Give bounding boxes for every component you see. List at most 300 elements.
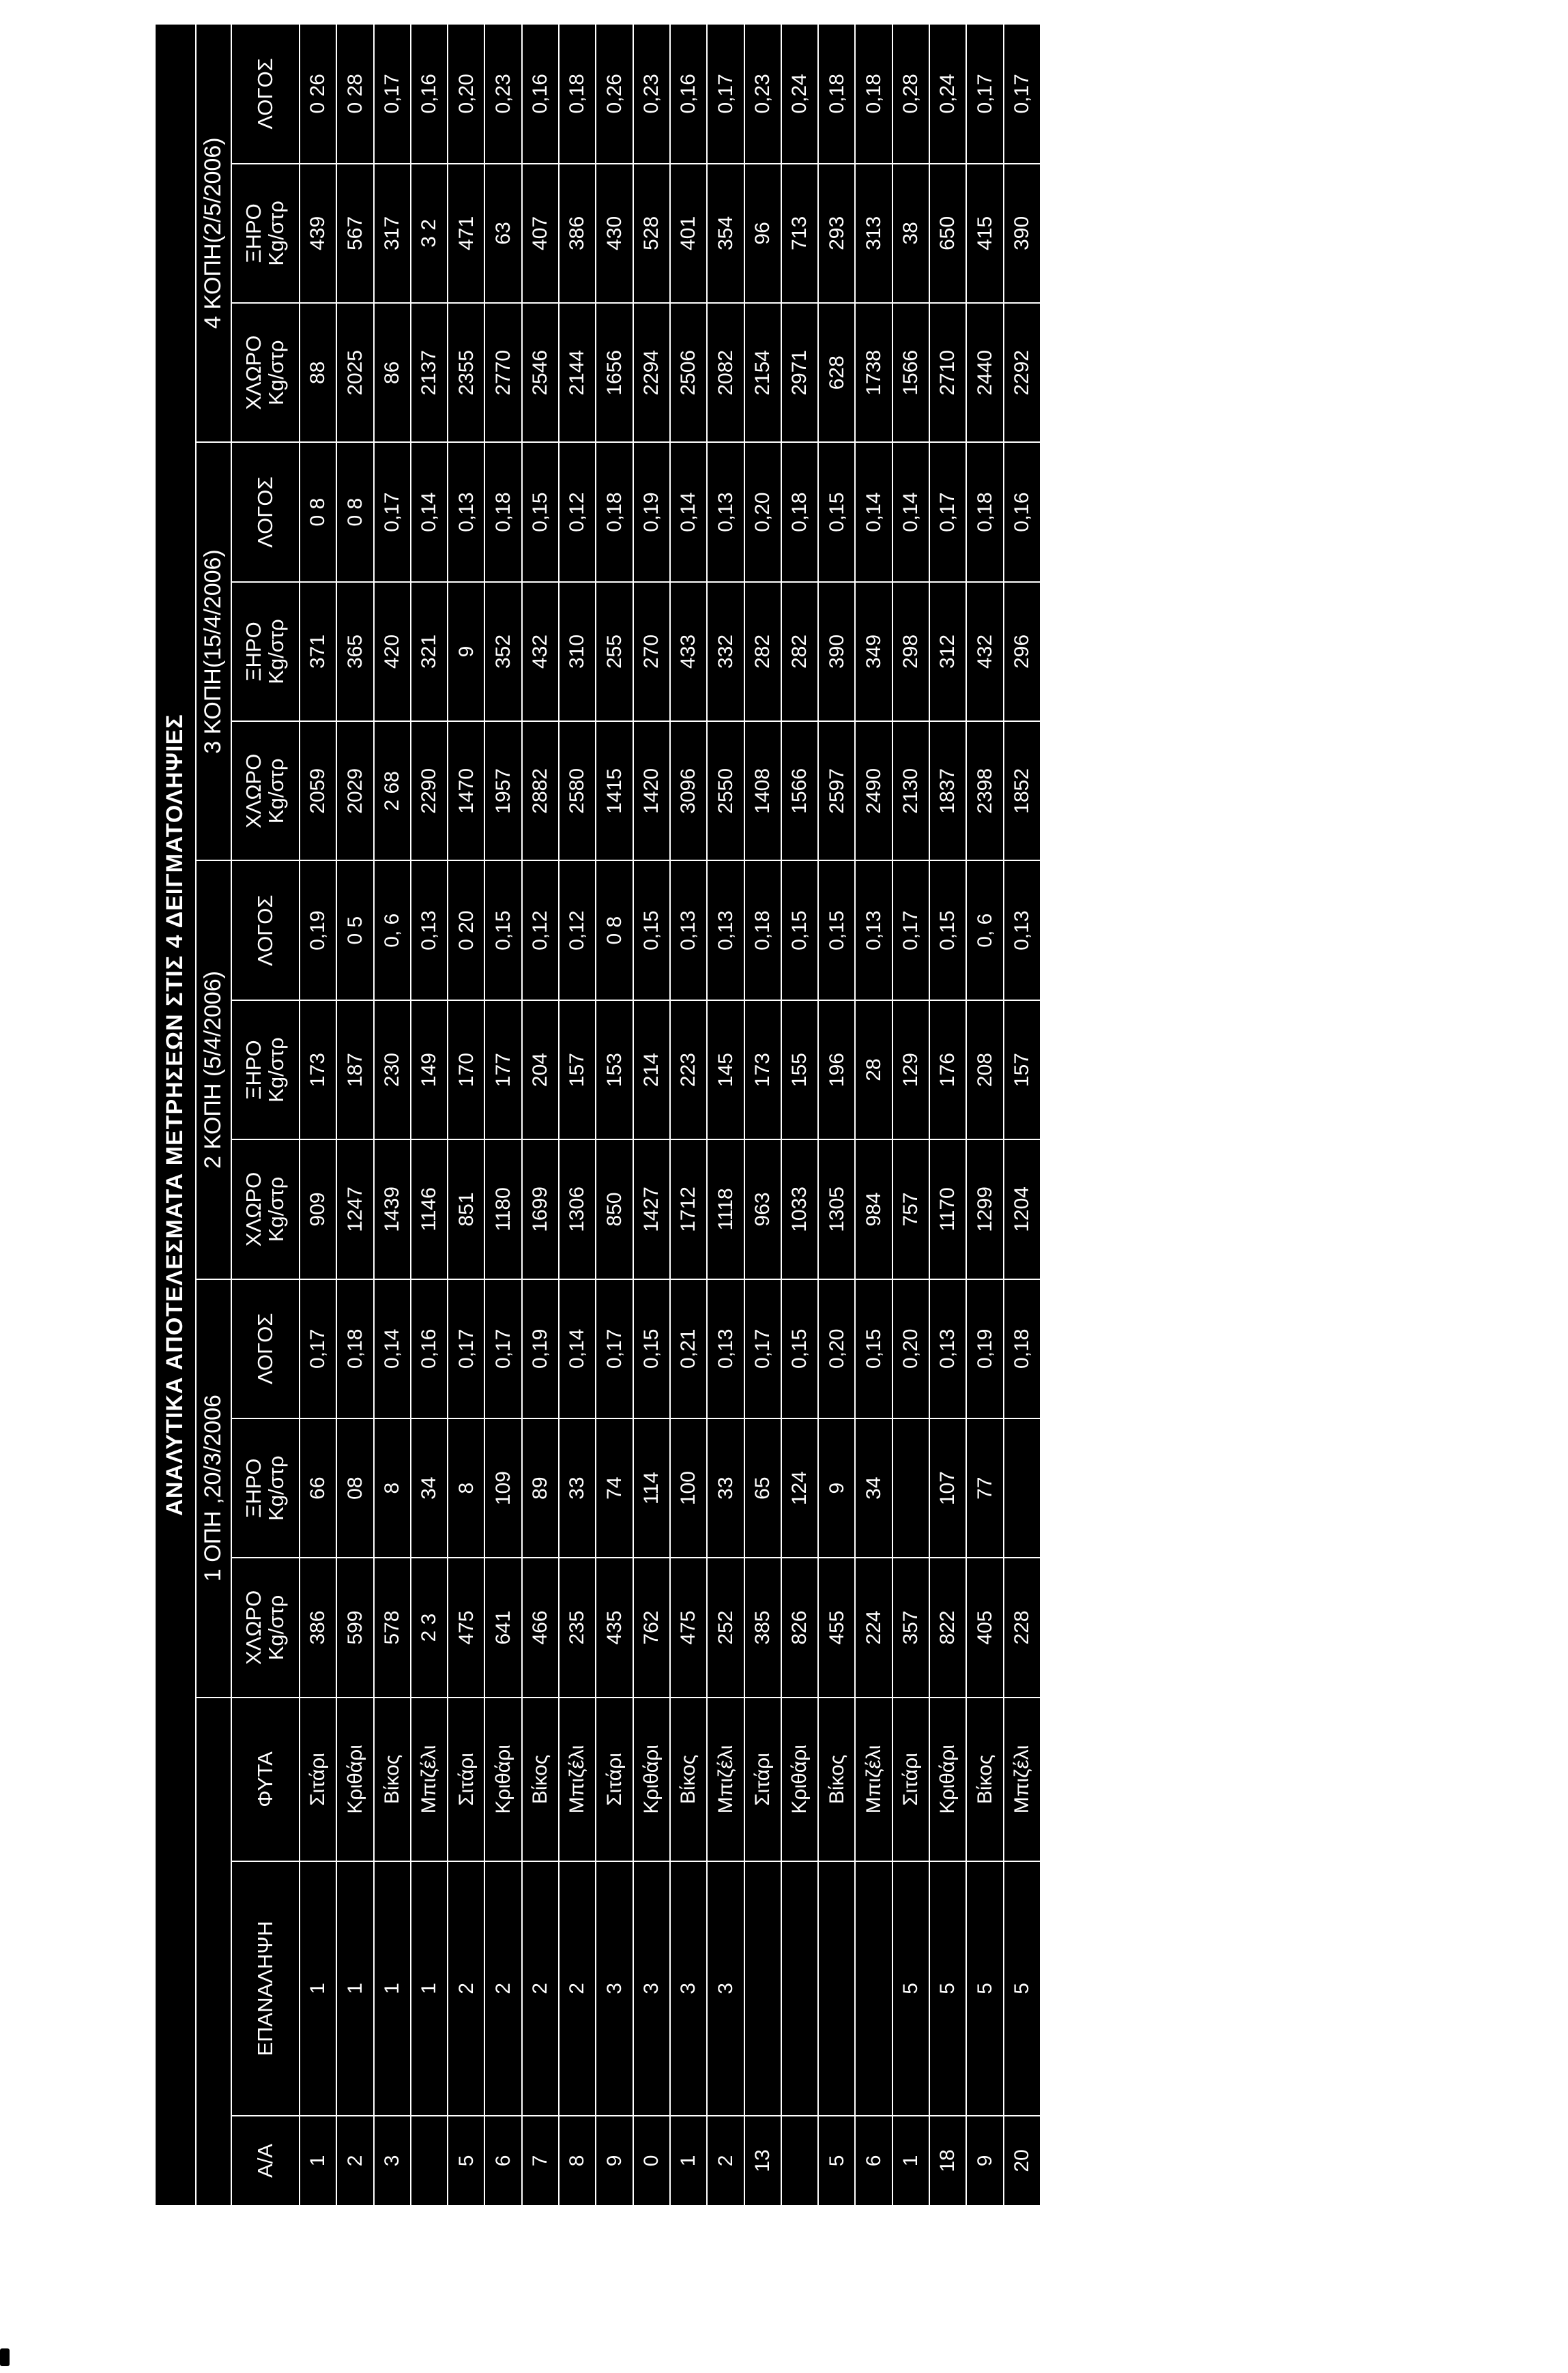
header-ratio-label: ΛΟΓΟΣ bbox=[252, 894, 277, 966]
table-cell: 3096 bbox=[670, 721, 707, 860]
table-cell: 2144 bbox=[559, 303, 596, 442]
header-green-unit: Kg/στρ bbox=[264, 1176, 288, 1242]
table-cell: 298 bbox=[892, 582, 929, 721]
table-cell: 0,15 bbox=[522, 442, 559, 581]
table-cell: Κριθάρι bbox=[484, 1698, 521, 1861]
table-cell: 390 bbox=[818, 582, 855, 721]
header-rep: ΕΠΑΝΑΛΗΨΗ bbox=[231, 1861, 300, 2116]
table-cell: 107 bbox=[929, 1418, 966, 1558]
table-cell bbox=[744, 1861, 781, 2116]
table-cell: 34 bbox=[855, 1418, 892, 1558]
table-cell: 1 bbox=[670, 2116, 707, 2206]
table-cell: 33 bbox=[707, 1418, 744, 1558]
table-cell: 2 bbox=[336, 2116, 373, 2206]
table-cell: Σιτάρι bbox=[596, 1698, 633, 1861]
table-cell: 0 bbox=[633, 2116, 670, 2206]
table-cell: 2 bbox=[707, 2116, 744, 2206]
table-title: ΑΝΑΛΥΤΙΚΑ ΑΠΟΤΕΛΕΣΜΑΤΑ ΜΕΤΡΗΣΕΩΝ ΣΤΙΣ 4 ΔΕΙΓΜΑΤΟΛΗΨΙΕΣ bbox=[155, 24, 196, 2206]
table-cell: 0,18 bbox=[966, 442, 1003, 581]
table-row bbox=[855, 24, 892, 2206]
table-cell: 0,13 bbox=[1004, 861, 1041, 1000]
table-cell: 0,15 bbox=[484, 861, 521, 1000]
table-cell: 282 bbox=[744, 582, 781, 721]
table-cell: Βίκος bbox=[374, 1698, 411, 1861]
table-cell: 1837 bbox=[929, 721, 966, 860]
table-cell: 352 bbox=[484, 582, 521, 721]
page-mark bbox=[0, 2348, 10, 2366]
table-cell: 0,20 bbox=[448, 24, 484, 164]
table-cell: 3 bbox=[707, 1861, 744, 2116]
table-cell: 6 bbox=[484, 2116, 521, 2206]
table-cell: 2550 bbox=[707, 721, 744, 860]
table-cell bbox=[855, 1861, 892, 2116]
table-cell: 0, 6 bbox=[966, 861, 1003, 1000]
table-cell: 270 bbox=[633, 582, 670, 721]
table-cell: Κριθάρι bbox=[336, 1698, 373, 1861]
table-cell: Σιτάρι bbox=[448, 1698, 484, 1861]
table-cell: 0,16 bbox=[411, 24, 448, 164]
table-cell: 0,17 bbox=[374, 24, 411, 164]
table-cell: 187 bbox=[336, 1000, 373, 1139]
table-cell: 357 bbox=[892, 1558, 929, 1697]
measurements-table bbox=[154, 23, 1041, 2207]
table-cell: 176 bbox=[929, 1000, 966, 1139]
table-cell: 2971 bbox=[781, 303, 818, 442]
table-cell: Σιτάρι bbox=[744, 1698, 781, 1861]
table-cell: 762 bbox=[633, 1558, 670, 1697]
table-cell: 157 bbox=[1004, 1000, 1041, 1139]
header-ratio-label: ΛΟΓΟΣ bbox=[252, 58, 277, 130]
table-cell: 0 8 bbox=[336, 442, 373, 581]
table-cell: 1180 bbox=[484, 1139, 521, 1279]
header-green-4 bbox=[231, 303, 300, 442]
table-cell: 405 bbox=[966, 1558, 1003, 1697]
table-cell: 282 bbox=[781, 582, 818, 721]
table-cell: 0,19 bbox=[522, 1279, 559, 1418]
table-cell: 66 bbox=[300, 1418, 336, 1558]
table-cell: 129 bbox=[892, 1000, 929, 1139]
group-header-4: 4 ΚΟΠΗ(2/5/2006) bbox=[196, 24, 231, 442]
table-cell: 08 bbox=[336, 1418, 373, 1558]
table-cell: 0 26 bbox=[300, 24, 336, 164]
table-cell: 9 bbox=[448, 582, 484, 721]
table-cell: 0 28 bbox=[336, 24, 373, 164]
table-cell: 0,21 bbox=[670, 1279, 707, 1418]
table-row bbox=[300, 24, 336, 2206]
table-cell: 2025 bbox=[336, 303, 373, 442]
table-cell: 1566 bbox=[892, 303, 929, 442]
table-cell: 909 bbox=[300, 1139, 336, 1279]
table-row bbox=[929, 24, 966, 2206]
table-cell: 354 bbox=[707, 164, 744, 303]
table-cell: 293 bbox=[818, 164, 855, 303]
table-cell: 0,14 bbox=[855, 442, 892, 581]
table-cell: 0,17 bbox=[707, 24, 744, 164]
table-cell: 1470 bbox=[448, 721, 484, 860]
table-cell: 100 bbox=[670, 1418, 707, 1558]
table-cell: 2130 bbox=[892, 721, 929, 860]
table-cell: 0,17 bbox=[744, 1279, 781, 1418]
table-cell: 0,18 bbox=[1004, 1279, 1041, 1418]
table-cell: 0,16 bbox=[522, 24, 559, 164]
table-cell: 349 bbox=[855, 582, 892, 721]
table-cell bbox=[411, 2116, 448, 2206]
table-cell: 204 bbox=[522, 1000, 559, 1139]
header-plant: ΦΥΤΑ bbox=[231, 1698, 300, 1861]
table-cell: 2440 bbox=[966, 303, 1003, 442]
table-cell: 1170 bbox=[929, 1139, 966, 1279]
table-cell: 0,24 bbox=[929, 24, 966, 164]
table-cell: 528 bbox=[633, 164, 670, 303]
table-cell: 1420 bbox=[633, 721, 670, 860]
table-row bbox=[781, 24, 818, 2206]
table-cell: 0,13 bbox=[448, 442, 484, 581]
table-cell: 7 bbox=[522, 2116, 559, 2206]
table-cell: 713 bbox=[781, 164, 818, 303]
table-cell: 433 bbox=[670, 582, 707, 721]
table-cell: 0,12 bbox=[559, 442, 596, 581]
table-cell: 466 bbox=[522, 1558, 559, 1697]
table-cell: 432 bbox=[966, 582, 1003, 721]
table-cell bbox=[781, 2116, 818, 2206]
table-cell: 2 3 bbox=[411, 1558, 448, 1697]
table-cell: 850 bbox=[596, 1139, 633, 1279]
table-row bbox=[892, 24, 929, 2206]
header-ratio-1 bbox=[231, 1279, 300, 1418]
table-cell: 2710 bbox=[929, 303, 966, 442]
table-cell: 145 bbox=[707, 1000, 744, 1139]
table-cell: 96 bbox=[744, 164, 781, 303]
table-cell: 385 bbox=[744, 1558, 781, 1697]
group-header-1: 1 ΟΠΗ ,20/3/2006 bbox=[196, 1279, 231, 1698]
table-cell: 13 bbox=[744, 2116, 781, 2206]
table-row bbox=[670, 24, 707, 2206]
table-cell: 0,16 bbox=[670, 24, 707, 164]
table-cell: 430 bbox=[596, 164, 633, 303]
table-row bbox=[966, 24, 1003, 2206]
table-cell: 2 bbox=[484, 1861, 521, 2116]
header-dry-3 bbox=[231, 582, 300, 721]
table-cell: 6 bbox=[855, 2116, 892, 2206]
table-cell: 415 bbox=[966, 164, 1003, 303]
table-cell: 2597 bbox=[818, 721, 855, 860]
table-cell: 332 bbox=[707, 582, 744, 721]
table-cell: 0,19 bbox=[966, 1279, 1003, 1418]
table-cell: Βίκος bbox=[966, 1698, 1003, 1861]
table-cell: 1299 bbox=[966, 1139, 1003, 1279]
table-cell: 1566 bbox=[781, 721, 818, 860]
table-cell: 310 bbox=[559, 582, 596, 721]
table-cell: 386 bbox=[559, 164, 596, 303]
table-cell: 0,15 bbox=[633, 1279, 670, 1418]
table-cell: 0,12 bbox=[522, 861, 559, 1000]
header-green-label: ΧΛΩΡΟ bbox=[242, 335, 266, 410]
table-cell: 2059 bbox=[300, 721, 336, 860]
table-cell: 0,18 bbox=[596, 442, 633, 581]
table-cell: 9 bbox=[966, 2116, 1003, 2206]
table-cell: 0,15 bbox=[818, 442, 855, 581]
table-cell: 5 bbox=[1004, 1861, 1041, 2116]
table-cell: 0, 6 bbox=[374, 861, 411, 1000]
table-cell: 0,28 bbox=[892, 24, 929, 164]
table-cell: 1439 bbox=[374, 1139, 411, 1279]
table-cell: 475 bbox=[670, 1558, 707, 1697]
table-cell: 208 bbox=[966, 1000, 1003, 1139]
table-cell: 0,18 bbox=[781, 442, 818, 581]
table-cell: 420 bbox=[374, 582, 411, 721]
table-cell: 0,20 bbox=[892, 1279, 929, 1418]
table-cell: 2 68 bbox=[374, 721, 411, 860]
header-dry-4 bbox=[231, 164, 300, 303]
table-cell: 296 bbox=[1004, 582, 1041, 721]
table-cell: 2770 bbox=[484, 303, 521, 442]
table-cell: 1699 bbox=[522, 1139, 559, 1279]
table-cell: 386 bbox=[300, 1558, 336, 1697]
table-cell: 2082 bbox=[707, 303, 744, 442]
table-cell: 0,18 bbox=[744, 861, 781, 1000]
table-cell: 74 bbox=[596, 1418, 633, 1558]
table-cell: 3 bbox=[374, 2116, 411, 2206]
table-cell: 1 bbox=[300, 2116, 336, 2206]
table-cell: 0,13 bbox=[707, 1279, 744, 1418]
table-cell: 0,17 bbox=[300, 1279, 336, 1418]
table-row bbox=[707, 24, 744, 2206]
table-cell: 0,18 bbox=[336, 1279, 373, 1418]
table-cell: 0,14 bbox=[670, 442, 707, 581]
table-cell: 0,15 bbox=[855, 1279, 892, 1418]
table-cell: 0,19 bbox=[300, 861, 336, 1000]
table-cell: 63 bbox=[484, 164, 521, 303]
table-cell: 0,14 bbox=[374, 1279, 411, 1418]
table-cell: 173 bbox=[744, 1000, 781, 1139]
table-row bbox=[559, 24, 596, 2206]
table-cell: 432 bbox=[522, 582, 559, 721]
header-green-2 bbox=[231, 1139, 300, 1279]
table-cell: 0,17 bbox=[448, 1279, 484, 1418]
table-cell: 1146 bbox=[411, 1139, 448, 1279]
rotated-table-container bbox=[154, 23, 1041, 2207]
table-cell: 2546 bbox=[522, 303, 559, 442]
table-cell: 224 bbox=[855, 1558, 892, 1697]
header-green-unit: Κg/στρ bbox=[264, 758, 288, 824]
table-cell: 8 bbox=[559, 2116, 596, 2206]
table-row bbox=[411, 24, 448, 2206]
table-cell: 984 bbox=[855, 1139, 892, 1279]
table-row bbox=[522, 24, 559, 2206]
table-cell: 1204 bbox=[1004, 1139, 1041, 1279]
table-cell: 1 bbox=[411, 1861, 448, 2116]
table-cell: 0,24 bbox=[781, 24, 818, 164]
table-cell: 455 bbox=[818, 1558, 855, 1697]
table-cell: 313 bbox=[855, 164, 892, 303]
table-cell: 3 bbox=[633, 1861, 670, 2116]
table-cell: 228 bbox=[1004, 1558, 1041, 1697]
table-cell: 88 bbox=[300, 303, 336, 442]
header-green-label: ΧΛΩΡΟ bbox=[242, 1171, 266, 1247]
header-dry-unit: Κg/στρ bbox=[264, 201, 288, 266]
table-cell: 0,26 bbox=[596, 24, 633, 164]
table-cell: 0,17 bbox=[929, 442, 966, 581]
table-cell: 1305 bbox=[818, 1139, 855, 1279]
table-cell: 86 bbox=[374, 303, 411, 442]
table-row bbox=[633, 24, 670, 2206]
table-cell: 9 bbox=[596, 2116, 633, 2206]
table-cell: 114 bbox=[633, 1418, 670, 1558]
table-cell: 2294 bbox=[633, 303, 670, 442]
table-cell: Κριθάρι bbox=[929, 1698, 966, 1861]
header-dry-unit: Κg/στρ bbox=[264, 1037, 288, 1103]
table-cell: 65 bbox=[744, 1418, 781, 1558]
table-cell: 0,13 bbox=[855, 861, 892, 1000]
table-row bbox=[484, 24, 521, 2206]
table-cell: 0,15 bbox=[818, 861, 855, 1000]
table-row bbox=[374, 24, 411, 2206]
table-cell: 157 bbox=[559, 1000, 596, 1139]
table-cell: 0,20 bbox=[818, 1279, 855, 1418]
table-cell: 230 bbox=[374, 1000, 411, 1139]
table-cell: 567 bbox=[336, 164, 373, 303]
table-cell: Μπιζέλι bbox=[559, 1698, 596, 1861]
table-cell: Μπιζέλι bbox=[707, 1698, 744, 1861]
table-cell: Σιτάρι bbox=[892, 1698, 929, 1861]
table-cell: 407 bbox=[522, 164, 559, 303]
table-cell: 155 bbox=[781, 1000, 818, 1139]
table-cell: 0,17 bbox=[1004, 24, 1041, 164]
table-cell: 0,13 bbox=[670, 861, 707, 1000]
table-cell: 0,17 bbox=[484, 1279, 521, 1418]
table-cell: 1408 bbox=[744, 721, 781, 860]
table-cell: 0,12 bbox=[559, 861, 596, 1000]
header-ratio-4 bbox=[231, 24, 300, 164]
header-green-unit: Kg/στρ bbox=[264, 1595, 288, 1661]
table-cell: 0,18 bbox=[855, 24, 892, 164]
table-cell: 0,13 bbox=[707, 861, 744, 1000]
table-cell: Βίκος bbox=[522, 1698, 559, 1861]
table-cell: 650 bbox=[929, 164, 966, 303]
table-cell: 2290 bbox=[411, 721, 448, 860]
table-cell: 826 bbox=[781, 1558, 818, 1697]
table-cell: 109 bbox=[484, 1418, 521, 1558]
table-cell: 0,15 bbox=[781, 861, 818, 1000]
table-cell: 170 bbox=[448, 1000, 484, 1139]
table-cell: Μπιζέλι bbox=[855, 1698, 892, 1861]
table-cell bbox=[818, 1861, 855, 2116]
table-cell: 5 bbox=[892, 1861, 929, 2116]
table-cell: 0,13 bbox=[411, 861, 448, 1000]
table-cell: 851 bbox=[448, 1139, 484, 1279]
table-cell: 2 bbox=[448, 1861, 484, 2116]
table-cell: 0,18 bbox=[484, 442, 521, 581]
table-cell: Κριθάρι bbox=[781, 1698, 818, 1861]
table-cell: 439 bbox=[300, 164, 336, 303]
table-cell: 18 bbox=[929, 2116, 966, 2206]
table-cell: 2154 bbox=[744, 303, 781, 442]
table-cell: 641 bbox=[484, 1558, 521, 1697]
table-cell: 149 bbox=[411, 1000, 448, 1139]
table-cell: 0 8 bbox=[596, 861, 633, 1000]
table-cell: 34 bbox=[411, 1418, 448, 1558]
table-cell: 401 bbox=[670, 164, 707, 303]
header-green-unit: Κg/στρ bbox=[264, 340, 288, 406]
table-row bbox=[1004, 24, 1041, 2206]
table-cell: Σιτάρι bbox=[300, 1698, 336, 1861]
table-cell: 5 bbox=[929, 1861, 966, 2116]
table-cell: 235 bbox=[559, 1558, 596, 1697]
table-cell bbox=[1004, 1418, 1041, 1558]
header-dry-1 bbox=[231, 1418, 300, 1558]
table-cell: 3 bbox=[596, 1861, 633, 2116]
table-cell: 0,23 bbox=[744, 24, 781, 164]
table-cell: 1427 bbox=[633, 1139, 670, 1279]
group-header-3: 3 ΚΟΠΗ(15/4/2006) bbox=[196, 442, 231, 860]
group-header-2: 2 ΚΟΠΗ (5/4/2006) bbox=[196, 861, 231, 1279]
table-cell: 1852 bbox=[1004, 721, 1041, 860]
table-cell: Μπιζέλι bbox=[411, 1698, 448, 1861]
header-green-3 bbox=[231, 721, 300, 860]
table-cell: 0,13 bbox=[929, 1279, 966, 1418]
table-cell: 38 bbox=[892, 164, 929, 303]
table-cell: 0 20 bbox=[448, 861, 484, 1000]
table-cell: 0,18 bbox=[818, 24, 855, 164]
table-cell: 2355 bbox=[448, 303, 484, 442]
header-dry-label: ΞΗΡΟ bbox=[242, 1040, 266, 1100]
table-cell: 0,23 bbox=[633, 24, 670, 164]
table-cell: 5 bbox=[966, 1861, 1003, 2116]
table-cell: 1957 bbox=[484, 721, 521, 860]
table-cell bbox=[781, 1861, 818, 2116]
table-cell: 2580 bbox=[559, 721, 596, 860]
table-cell: 3 2 bbox=[411, 164, 448, 303]
table-cell: 89 bbox=[522, 1418, 559, 1558]
table-cell: 0,14 bbox=[892, 442, 929, 581]
table-cell: 0,15 bbox=[781, 1279, 818, 1418]
table-cell: 0,17 bbox=[596, 1279, 633, 1418]
table-cell: 1033 bbox=[781, 1139, 818, 1279]
table-cell: 0 8 bbox=[300, 442, 336, 581]
header-dry-unit: Kg/στρ bbox=[264, 1455, 288, 1521]
table-cell: 0,23 bbox=[484, 24, 521, 164]
table-cell: 1712 bbox=[670, 1139, 707, 1279]
table-cell: Μπιζέλι bbox=[1004, 1698, 1041, 1861]
table-cell: 0,17 bbox=[374, 442, 411, 581]
table-cell: 1118 bbox=[707, 1139, 744, 1279]
table-cell: 471 bbox=[448, 164, 484, 303]
table-row bbox=[818, 24, 855, 2206]
table-cell: 312 bbox=[929, 582, 966, 721]
table-row bbox=[448, 24, 484, 2206]
header-aa: Α/Α bbox=[231, 2116, 300, 2206]
table-cell: 822 bbox=[929, 1558, 966, 1697]
table-cell: 0,20 bbox=[744, 442, 781, 581]
header-dry-label: ΞΗΡΟ bbox=[242, 203, 266, 263]
table-cell bbox=[892, 1418, 929, 1558]
header-ratio-3 bbox=[231, 442, 300, 581]
table-cell: 9 bbox=[818, 1418, 855, 1558]
table-cell: 153 bbox=[596, 1000, 633, 1139]
table-cell: 317 bbox=[374, 164, 411, 303]
table-cell: 5 bbox=[818, 2116, 855, 2206]
table-cell: 1306 bbox=[559, 1139, 596, 1279]
header-green-label: ΧΛΩΡΟ bbox=[242, 753, 266, 828]
header-dry-unit: Kg/στρ bbox=[264, 619, 288, 684]
table-cell: 2398 bbox=[966, 721, 1003, 860]
table-row bbox=[596, 24, 633, 2206]
table-cell: 0,19 bbox=[633, 442, 670, 581]
table-cell: 3 bbox=[670, 1861, 707, 2116]
table-cell: 0,14 bbox=[559, 1279, 596, 1418]
table-cell: 757 bbox=[892, 1139, 929, 1279]
table-cell: 371 bbox=[300, 582, 336, 721]
